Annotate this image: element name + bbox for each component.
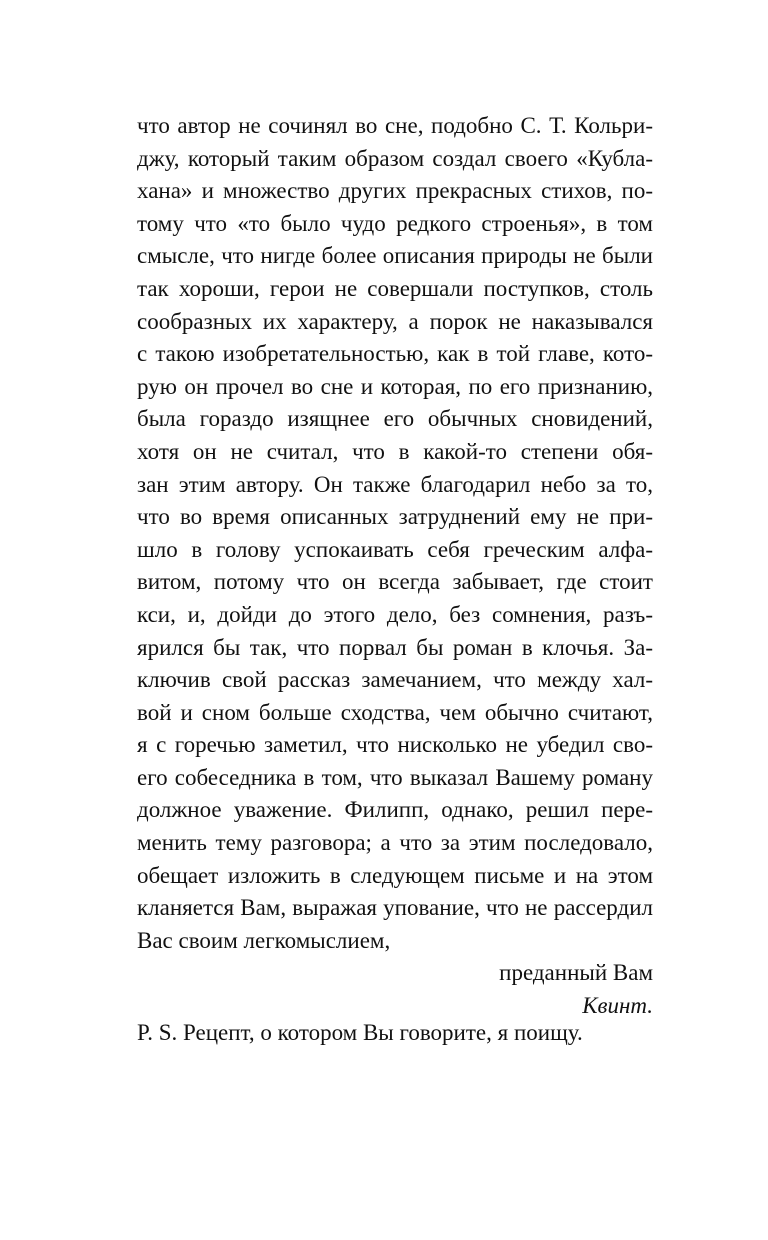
body-line: должное уважение. Филипп, однако, решил пере- [137, 797, 653, 823]
body-line: я с горечью заметил, что нисколько не убедил сво- [137, 732, 653, 758]
body-line: менить тему разговора; а что за этим последовало, [137, 830, 653, 856]
body-line: с такою изобретательностью, как в той главе, кото- [137, 341, 653, 367]
body-line: джу, который таким образом создал своего «Кубла- [137, 145, 653, 171]
body-line: ярился бы так, что порвал бы роман в клочья. За- [137, 634, 653, 660]
body-line: что во время описанных затруднений ему не при- [137, 504, 653, 530]
body-line: смысле, что нигде более описания природы не были [137, 243, 653, 269]
letter-body [137, 110, 653, 1023]
body-line: зан этим автору. Он также благодарил небо за то, [137, 471, 653, 497]
postscript: P. S. Рецепт, о котором Вы говорите, я поищу. [137, 1020, 583, 1045]
body-line: обещает изложить в следующем письме и на этом [137, 862, 653, 888]
body-line: ключив свой рассказ замечанием, что между хал- [137, 667, 653, 693]
body-line: шло в голову успокаивать себя греческим алфа- [137, 536, 653, 562]
body-line: так хороши, герои не совершали поступков, столь [137, 275, 653, 301]
body-line: витом, потому что он всегда забывает, где стоит [137, 569, 653, 595]
body-line: сообразных их характеру, а порок не наказывался [137, 308, 653, 334]
body-line: его собеседника в том, что выказал Вашему роману [137, 764, 653, 790]
body-line: кланяется Вам, выражая упование, что не рассердил [137, 895, 653, 921]
body-line: Вас своим легкомыслием, [137, 927, 391, 953]
body-line: вой и сном больше сходства, чем обычно считают, [137, 699, 653, 725]
body-line: тому что «то было чудо редкого строенья», в том [137, 210, 653, 236]
body-line: хана» и множество других прекрасных стихов, по- [137, 178, 653, 204]
signature: Квинт. [582, 993, 653, 1019]
body-line: кси, и, дойди до этого дело, без сомнения, разъ- [137, 601, 653, 627]
body-line: была гораздо изящнее его обычных сновидений, [137, 406, 653, 432]
body-line: рую он прочел во сне и которая, по его признанию, [137, 373, 653, 399]
body-line: что автор не сочинял во сне, подобно С. Т. Кольри- [137, 113, 653, 138]
closing-line: преданный Вам [499, 960, 653, 986]
body-line: хотя он не считал, что в какой-то степени обя- [137, 438, 653, 464]
